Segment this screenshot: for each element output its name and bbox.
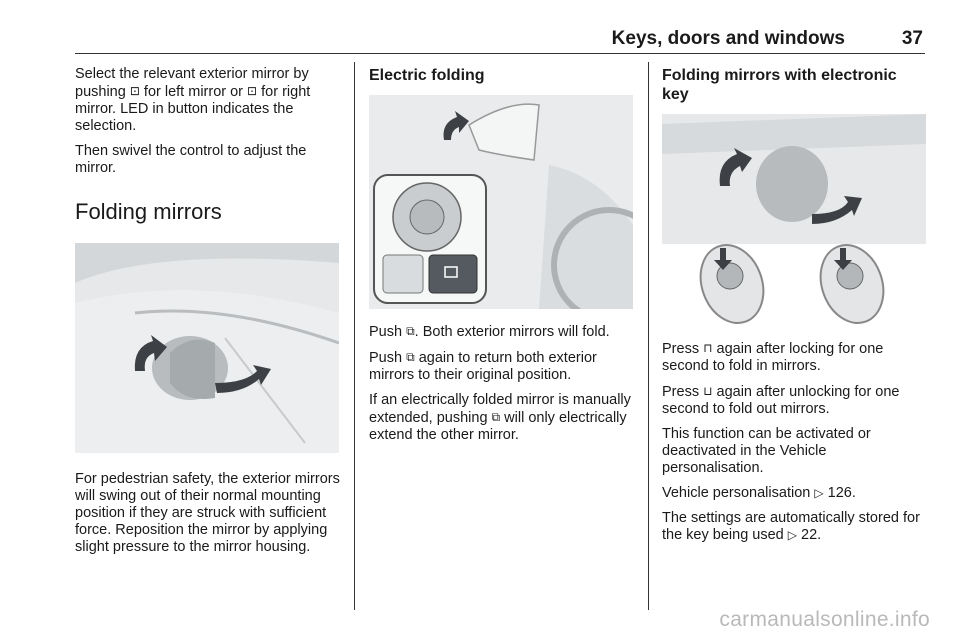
paragraph-press-unlock: Press ⊔ again after unlocking for one second to fold out mirrors.	[662, 384, 900, 417]
subheading-electric-folding: Electric folding	[369, 67, 485, 84]
paragraph-settings-stored: The settings are automatically stored for the key being used ▷ 22.	[662, 510, 920, 543]
column-3	[662, 66, 927, 552]
fold-mirror-icon: ⧉	[406, 350, 415, 364]
page-reference-icon: ▷	[814, 486, 824, 500]
column-2	[369, 66, 635, 452]
paragraph-press-lock: Press ⊓ again after locking for one second to fold in mirrors.	[662, 341, 884, 374]
chapter-title: Keys, doors and windows	[611, 28, 845, 49]
page-number: 37	[901, 28, 923, 49]
paragraph-vehicle-personalisation-ref: Vehicle personalisation ▷ 126.	[662, 485, 856, 501]
mirror-illustration-icon	[75, 243, 339, 453]
watermark: carmanualsonline.info	[719, 608, 930, 631]
header-rule	[75, 53, 925, 54]
figure-folding-mirror	[75, 243, 339, 453]
right-mirror-icon: ⊡	[247, 84, 258, 98]
paragraph-swivel: Then swivel the control to adjust the mirror.	[75, 143, 307, 176]
page-reference-icon: ▷	[787, 528, 797, 542]
page-reference-link[interactable]: 22.	[801, 527, 822, 543]
column-divider-1	[354, 62, 355, 610]
subheading-electronic-key: Folding mirrors with electronic key	[662, 67, 897, 103]
section-title-folding-mirrors: Folding mirrors	[75, 199, 222, 224]
paragraph-function-activation: This function can be activated or deactivated in the Vehicle personalisation.	[662, 426, 871, 476]
page-reference-link[interactable]: 126.	[827, 485, 856, 501]
mirror-control-illustration-icon	[369, 95, 633, 309]
fold-mirror-icon: ⧉	[406, 324, 415, 338]
left-mirror-icon: ⊡	[129, 84, 140, 98]
column-1	[75, 66, 343, 564]
unlock-icon: ⊔	[703, 384, 713, 398]
figure-mirror-controls	[369, 95, 633, 309]
paragraph-pedestrian-safety: For pedestrian safety, the exterior mirrors will swing out of their normal mounting position if they are struck with sufficient force. Reposition the mirror by applying slight pressure to the mirror housing.	[75, 471, 340, 555]
fold-mirror-icon: ⧉	[491, 410, 501, 424]
figure-electronic-key	[662, 114, 926, 324]
paragraph-push-again: Push ⧉ again to return both exterior mirrors to their original position.	[369, 350, 597, 383]
key-fob-illustration-icon	[662, 114, 926, 324]
paragraph-push-fold: Push ⧉. Both exterior mirrors will fold.	[369, 324, 610, 340]
paragraph-manual-extend: If an electrically folded mirror is manually extended, pushing ⧉ will only electrically extend the other mirror.	[369, 392, 631, 443]
page-header	[75, 28, 925, 52]
paragraph-select-mirror: Select the relevant exterior mirror by pushing ⊡ for left mirror or ⊡ for right mirror. LED in button indicates the selection.	[75, 66, 311, 134]
column-divider-2	[648, 62, 649, 610]
lock-icon: ⊓	[703, 341, 713, 355]
